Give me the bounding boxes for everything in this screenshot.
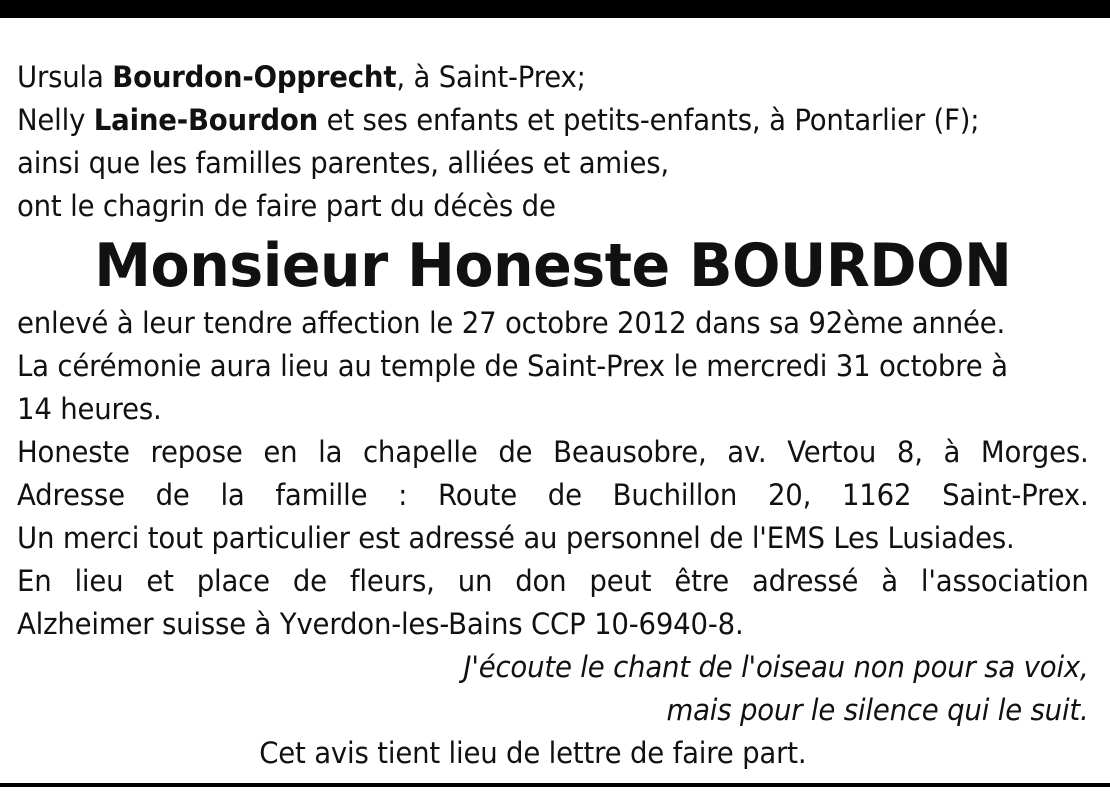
quote-line-2: mais pour le silence qui le suit. xyxy=(666,693,1089,727)
deceased-name: Monsieur Honeste BOURDON xyxy=(94,231,1012,301)
body-line-6: Un merci tout particulier est adressé au personnel de l'EMS Les Lusiades. xyxy=(17,521,1015,555)
body-line-8: Alzheimer suisse à Yverdon-les-Bains CCP 10-6940-8. xyxy=(17,607,744,641)
footer-note: Cet avis tient lieu de lettre de faire part. xyxy=(259,736,807,770)
bottom-rule xyxy=(0,783,1110,787)
body-line-2: La cérémonie aura lieu au temple de Saint-Prex le mercredi 31 octobre à xyxy=(17,349,1008,383)
family-first-name-1: Ursula xyxy=(17,60,113,94)
body-line-5: Adresse de la famille : Route de Buchillon 20, 1162 Saint-Prex. xyxy=(17,478,1089,512)
body-line-4: Honeste repose en la chapelle de Beausobre, av. Vertou 8, à Morges. xyxy=(17,435,1089,469)
family-surname-2: Laine-Bourdon xyxy=(93,103,319,137)
family-line-1 xyxy=(17,56,1089,99)
family-location-1: , à Saint-Prex; xyxy=(396,60,586,94)
family-line-3: ainsi que les familles parentes, alliées et amies, xyxy=(17,146,669,180)
family-location-2: et ses enfants et petits-enfants, à Pontarlier (F); xyxy=(318,103,980,137)
family-line-2 xyxy=(17,99,1089,142)
family-surname-1: Bourdon-Opprecht xyxy=(112,60,397,94)
quote-line-1: J'écoute le chant de l'oiseau non pour sa voix, xyxy=(463,650,1089,684)
body-line-3: 14 heures. xyxy=(17,392,162,426)
family-first-name-2: Nelly xyxy=(17,103,94,137)
announcement-line: ont le chagrin de faire part du décès de xyxy=(17,189,556,223)
death-notice xyxy=(17,56,1089,775)
body-line-1: enlevé à leur tendre affection le 27 octobre 2012 dans sa 92ème année. xyxy=(17,306,1006,340)
body-line-7: En lieu et place de fleurs, un don peut être adressé à l'association xyxy=(17,564,1089,598)
top-rule xyxy=(0,0,1110,18)
